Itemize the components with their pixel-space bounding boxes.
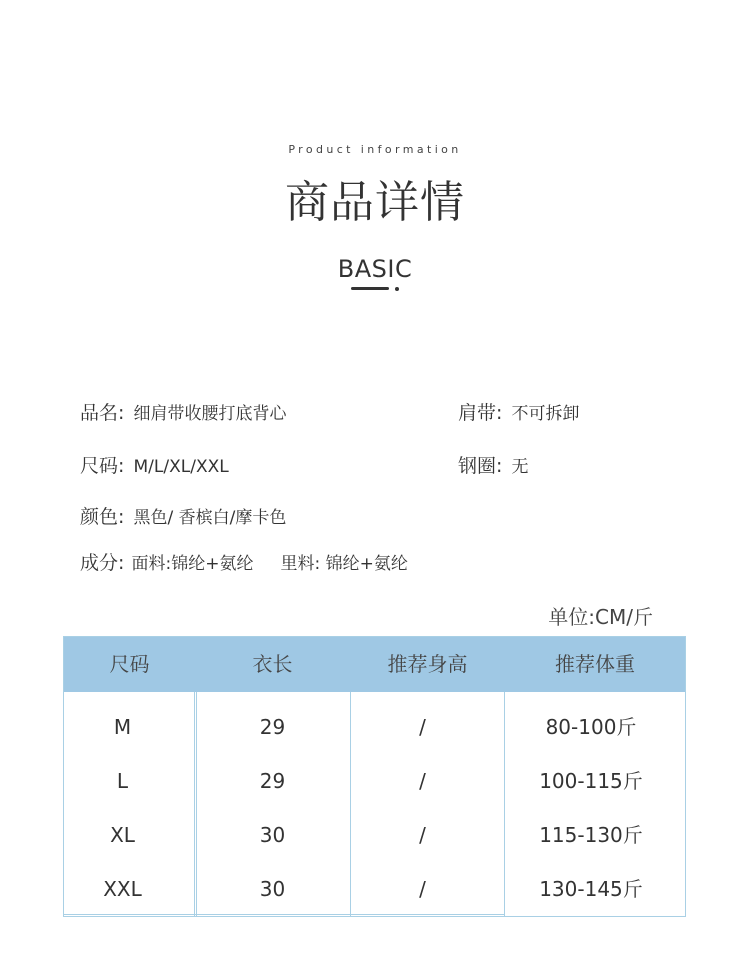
- info-wire-label: 钢圈:: [458, 455, 503, 477]
- table-cell: L: [116, 769, 129, 793]
- info-wire-row: [458, 451, 529, 478]
- table-header-cell: 推荐身高: [387, 652, 468, 676]
- table-cell: 29: [259, 715, 286, 739]
- info-composition-label: 成分:: [80, 552, 125, 574]
- size-table: [63, 636, 686, 917]
- info-color-row: [80, 502, 286, 529]
- table-cell: /: [419, 769, 426, 793]
- table-cell: 130-145斤: [539, 877, 643, 901]
- page-title: 商品详情: [285, 177, 465, 228]
- table-header-cell: 衣长: [252, 652, 293, 676]
- table-header-cell: 尺码: [109, 652, 150, 676]
- table-cell: /: [419, 823, 426, 847]
- info-strap-label: 肩带:: [458, 402, 503, 424]
- table-cell: XL: [110, 823, 135, 847]
- info-size-row: [80, 451, 229, 478]
- info-size-value: M/L/XL/XXL: [133, 457, 229, 477]
- table-cell: M: [113, 715, 132, 739]
- info-name-value: 细肩带收腰打底背心: [133, 404, 287, 424]
- info-size-label: 尺码:: [80, 455, 125, 477]
- section-underline-dot: [395, 287, 399, 291]
- section-underline: [351, 287, 389, 290]
- info-name-label: 品名:: [80, 402, 125, 424]
- table-cell: 30: [259, 877, 286, 901]
- table-cell: 100-115斤: [539, 769, 643, 793]
- info-color-label: 颜色:: [80, 506, 125, 528]
- table-cell: 115-130斤: [539, 823, 643, 847]
- table-cell: /: [419, 715, 426, 739]
- table-header: [64, 637, 685, 692]
- table-header-cell: 推荐体重: [555, 652, 635, 676]
- table-cell: 80-100斤: [545, 715, 637, 739]
- info-composition-value: 面料:锦纶+氨纶 里料: 锦纶+氨纶: [131, 554, 408, 574]
- row-divider: [64, 914, 505, 915]
- table-cell: 30: [259, 823, 286, 847]
- info-composition-row: [80, 548, 408, 575]
- table-cell: /: [419, 877, 426, 901]
- info-color-value: 黑色/ 香槟白/摩卡色: [133, 508, 287, 528]
- info-strap-row: [458, 398, 580, 425]
- info-strap-value: 不可拆卸: [511, 404, 580, 424]
- unit-label: 单位:CM/斤: [548, 605, 653, 629]
- product-information-subtitle: Product information: [288, 143, 462, 156]
- info-wire-value: 无: [511, 457, 529, 477]
- info-name-row: [80, 398, 287, 425]
- table-cell: 29: [259, 769, 286, 793]
- section-label: BASIC: [337, 255, 413, 283]
- table-cell: XXL: [103, 877, 142, 901]
